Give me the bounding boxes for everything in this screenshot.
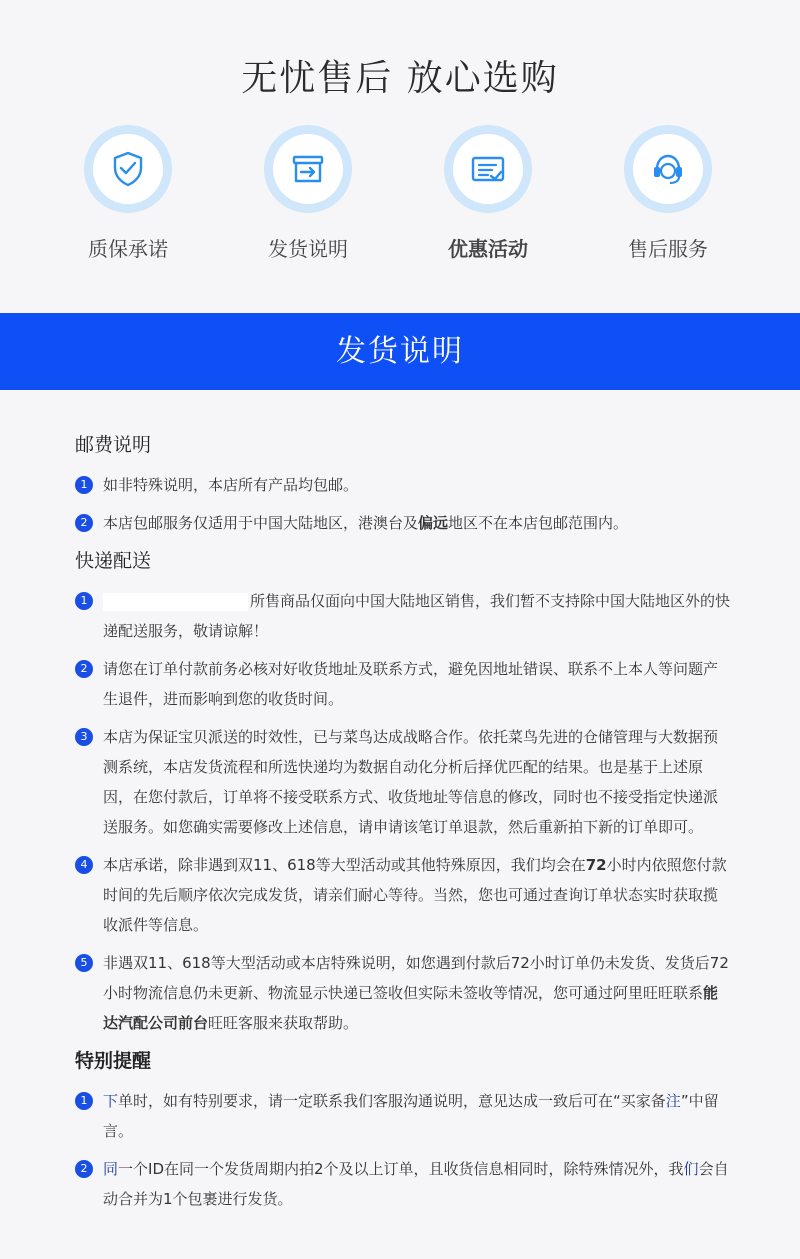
box-arrow-icon [288,149,328,189]
item-highlight: 能达汽配公司前台 [103,984,719,1032]
feature-label: 发货说明 [268,237,348,261]
item-text: 本店包邮服务仅适用于中国大陆地区，港澳台及 [103,514,419,532]
feature-row [0,125,800,275]
item-text: 本店为保证宝贝派送的时效性，已与菜鸟达成战略合作。依托菜鸟先进的仓储管理与大数据预测系统，本店发货流程和所选快递均为数据自动化分析后择优匹配的结果。也是基于上述原因，在您付款后，订单将不接受联系方式、收货地址等信息的修改，同时也不接受指定快递派送服务。如您确实需要修改上述信息，请申请该笔订单退款，然后重新拍下新的订单即可。 [103,728,719,836]
list-item [75,948,730,1038]
section-title: 快递配送 [75,550,152,572]
item-text: 如非特殊说明，本店所有产品均包邮。 [103,476,359,494]
list-item [75,470,730,500]
number-badge: 2 [75,660,93,678]
number-badge: 1 [75,592,93,610]
item-highlight: 们 [683,1160,699,1178]
item-highlight: 同 [103,1160,119,1178]
list-item [75,586,730,646]
item-text: 单时，如有特别要求，请一定联系我们客服沟通说明，意见达成一致后可在“买家备 [118,1092,666,1110]
headset-service-icon [648,149,688,189]
list-item [75,1154,730,1214]
item-text: 本店承诺，除非遇到双11、618等大型活动或其他特殊原因，我们均会在 [103,856,586,874]
number-badge: 5 [75,954,93,972]
section-banner: 发货说明 [0,313,800,390]
postage-section [75,432,730,538]
coupon-icon [468,149,508,189]
item-text: 小时内依照您付款时间的先后顺序依次完成发货，请亲们耐心等待。当然，您也可通过查询订单状态实时获取揽收派件等信息。 [103,856,727,934]
shipping-info [75,432,730,1224]
feature-shipping[interactable] [233,125,383,262]
number-badge: 2 [75,514,93,532]
feature-icon-ring [264,125,352,213]
number-badge: 1 [75,476,93,494]
feature-icon-ring [444,125,532,213]
redacted-block [103,593,248,611]
list-item [75,850,730,940]
list-item [75,508,730,538]
item-text: 所售商品仅面向中国大陆地区销售，我们暂不支持除中国大陆地区外的快递配送服务，敬请谅解！ [103,592,731,640]
number-badge: 1 [75,1092,93,1110]
list-item [75,654,730,714]
item-text: 会自动合并为1个包裹进行发货。 [103,1160,729,1208]
section-title: 特别提醒 [75,1050,152,1072]
number-badge: 3 [75,728,93,746]
item-highlight: 注 [665,1092,681,1110]
item-highlight: 72 [585,856,607,874]
page-headline: 无忧售后 放心选购 [241,58,559,99]
feature-label: 优惠活动 [448,237,528,261]
item-highlight: 偏远 [418,514,449,532]
feature-label: 质保承诺 [88,237,168,261]
number-badge: 2 [75,1160,93,1178]
item-text: ”中留言。 [103,1092,719,1140]
list-item [75,722,730,842]
feature-icon-ring [624,125,712,213]
list-item [75,1086,730,1146]
reminder-section [75,1048,730,1214]
feature-warranty[interactable] [53,125,203,262]
item-text: 请您在订单付款前务必核对好收货地址及联系方式，避免因地址错误、联系不上本人等问题产生退件，进而影响到您的收货时间。 [103,660,719,708]
feature-icon-ring [84,125,172,213]
feature-label: 售后服务 [628,237,708,261]
item-text: 地区不在本店包邮范围内。 [448,514,629,532]
item-text: 一个ID在同一个发货周期内拍2个及以上订单，且收货信息相同时，除特殊情况外，我 [118,1160,684,1178]
feature-aftersales[interactable] [593,125,743,262]
item-text: 非遇双11、618等大型活动或本店特殊说明，如您遇到付款后72小时订单仍未发货、发货后72小时物流信息仍未更新、物流显示快递已签收但实际未签收等情况，您可通过阿里旺旺联系 [103,954,729,1002]
item-highlight: 下 [103,1092,119,1110]
delivery-section [75,548,730,1038]
number-badge: 4 [75,856,93,874]
item-text: 旺旺客服来获取帮助。 [208,1014,359,1032]
shield-check-icon [108,149,148,189]
feature-promotion[interactable] [413,125,563,262]
section-title: 邮费说明 [75,434,152,456]
